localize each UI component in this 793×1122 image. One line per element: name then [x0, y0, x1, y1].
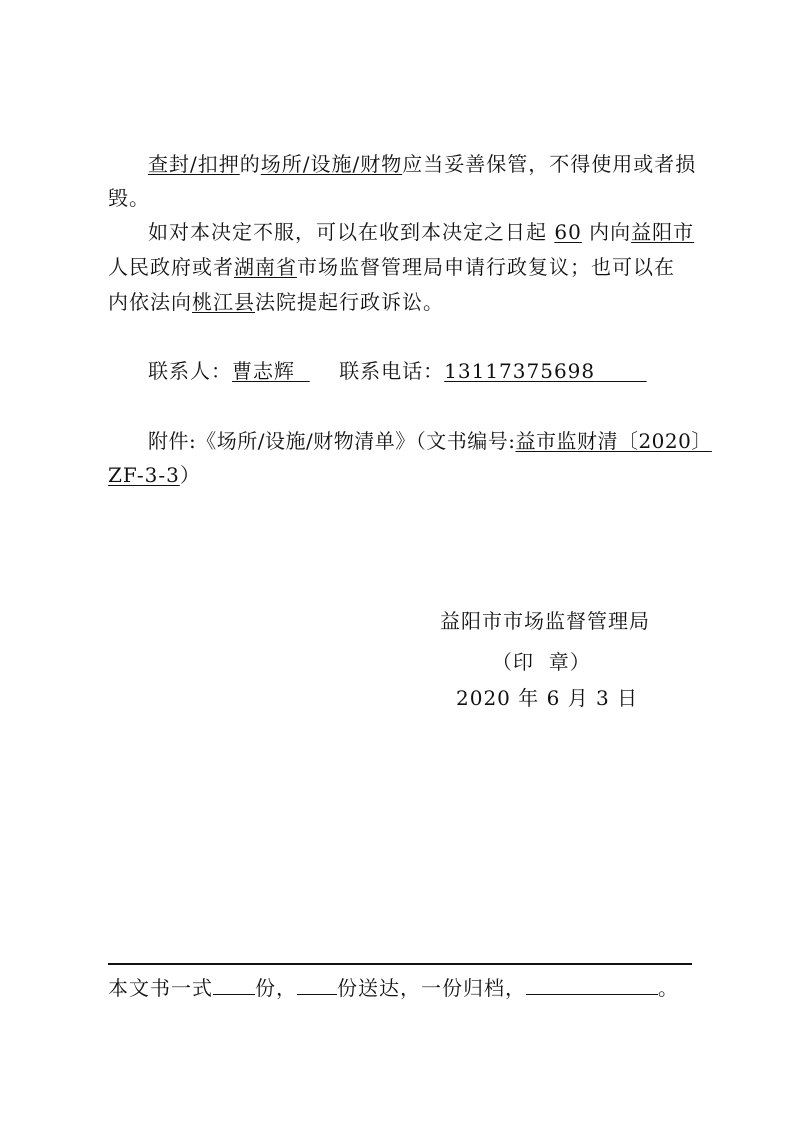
text: 的: [239, 152, 261, 176]
doc-number-part1: 益市监财清〔2020〕: [515, 429, 712, 453]
text: 内依法向: [108, 290, 192, 314]
issue-date: 2020 年 6 月 3 日: [456, 686, 639, 710]
attachment-line2: [108, 461, 201, 489]
remark-blank: [526, 974, 658, 995]
attachment-line1: [148, 427, 712, 455]
para2-line1: [148, 218, 694, 246]
issuing-organization: 益阳市市场监督管理局: [440, 609, 650, 633]
seized-objects: 场所/设施/财物: [260, 152, 403, 176]
para2-line2: [108, 253, 675, 281]
contact-phone-label: 联系电话：: [339, 359, 445, 383]
contact-line: [148, 357, 647, 385]
contact-person-value: 曹志辉: [232, 359, 295, 383]
contact-phone: [444, 359, 647, 383]
copies-total-blank: [213, 974, 255, 995]
text: 本文书一式: [108, 976, 213, 1000]
city-name: 益阳市: [631, 220, 695, 244]
text: 份，: [255, 976, 297, 1000]
text: ）: [179, 463, 201, 487]
text: 应当妥善保管，不得使用或者损: [402, 152, 697, 176]
contact-person-label: 联系人：: [148, 359, 232, 383]
para1-line2: [108, 184, 150, 212]
text: 份送达，一份归档，: [337, 976, 526, 1000]
footer-line: [108, 974, 679, 1002]
text: 附件:《场所/设施/财物清单》（文书编号:: [148, 429, 516, 453]
court-name: 桃江县: [192, 290, 255, 314]
seal-placeholder: （印 章）: [492, 650, 591, 674]
text: 毁。: [108, 186, 150, 210]
text: 内向: [589, 220, 632, 244]
text: 市场监督管理局申请行政复议；也可以在: [297, 255, 675, 279]
contact-phone-value: 13117375698: [444, 359, 596, 383]
doc-number-part2: ZF-3-3: [108, 463, 180, 487]
text: 如对本决定不服，可以在收到本决定之日起: [148, 220, 547, 244]
para2-line3: [108, 288, 444, 316]
text: 人民政府或者: [108, 255, 234, 279]
text: 。: [658, 976, 679, 1000]
appeal-days: 60: [554, 220, 582, 244]
contact-person: [232, 359, 310, 383]
text: 法院提起行政诉讼。: [255, 290, 444, 314]
footer-divider: [108, 963, 692, 965]
para1-line1: [148, 150, 696, 178]
copies-served-blank: [297, 974, 337, 995]
seal-action: 查封/扣押: [148, 152, 240, 176]
province-name: 湖南省: [234, 255, 297, 279]
